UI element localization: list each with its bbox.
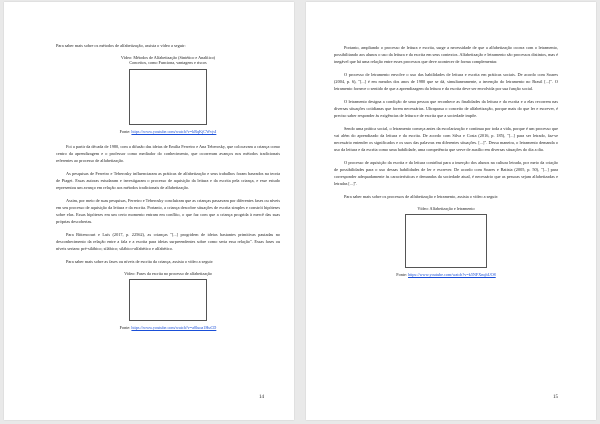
right-page [306, 2, 596, 420]
left-page-content [56, 42, 280, 339]
video-intro: Para saber mais sobre as fases ou níveis de escrita da criança, assista o vídeo a seguir: [66, 258, 214, 264]
video-thumbnail-box[interactable] [129, 279, 207, 321]
page-number: 14 [259, 395, 264, 400]
paragraph: Assim, por meio de suas pesquisas, Ferreiro e Teberosky concluíram que as crianças passavam por diferentes fases ou níveis em seu processo de aquisição da leitura e da escrita. Portanto, a criança descobre situações de escrita simples e constrói hipóteses sobre elas. Essas hipóteses em um certo momento entram em conflito, o que faz com que a criança progrida à mercê das suas próprias descobertas. [56, 197, 280, 224]
paragraph: O processo de letramento envolve o uso das habilidades de leitura e escrita em práticas sociais. De acordo com Soares (2004, p. 6), "[...] é em meados dos anos de 1980 que se dá, simultaneamente, a invenção do letramento no Brasil [...]". O letramento fornece o sentido de que a aprendizagem da leitura e da escrita deve ser envolvida por sua função social. [334, 72, 558, 91]
page-number: 15 [553, 395, 558, 400]
video-source [334, 271, 558, 278]
paragraph: O processo de aquisição da escrita e da leitura contribui para a inserção dos alunos na cultura letrada, por meio da criação de possibilidades para o uso dessas habilidades de ler e escrever. De acordo com Soares e Batista (2005, p. 50), "[...] para corresponder adequadamente às características e demandas da sociedade atual, é necessário que as pessoas sejam alfabetizadas e letradas [...]". [334, 160, 558, 186]
video-link[interactable]: https://www.youtube.com/watch?v=kRqKjCWvjsI [131, 128, 217, 134]
video-source [56, 324, 280, 331]
paragraph: As pesquisas de Ferreiro e Teberosky influenciaram as práticas de alfabetização e seus trabalhos foram baseados na teoria de Piaget. Essas autoras estudaram e investigaram o processo de aquisição da leitura e da escrita pela criança, e esse estudo representou um avanço em relação aos métodos tradicionais de alfabetização. [56, 170, 280, 190]
video-link[interactable]: https://www.youtube.com/watch?v=k5NFXnqhUO8 [408, 272, 496, 278]
source-label: Fonte: [396, 272, 409, 278]
video-thumbnail-box[interactable] [405, 214, 487, 268]
right-page-content [334, 44, 558, 286]
video-subcaption: Conceitos, como Funciona, vantagens e riscos [129, 60, 207, 66]
video-thumbnail-box[interactable] [129, 69, 207, 125]
paragraph: Sendo uma prática social, o letramento começa antes da escolarização e continua por toda a vida, porque é um processo que vai além do aprendizado da leitura e da escrita. De acordo com Silva e Costa (2016, p. 185), "[...] para ser letrado, faz-se necessário entender os significados e os usos das palavras em diferentes situações. [...]". Dessa maneira, o letramento demanda o uso da leitura e da escrita como uma habilidade, uma competência que serve de auxílio em diversas situações do dia a dia. [334, 126, 558, 152]
video-link[interactable]: https://www.youtube.com/watch?v=a0luoa1HuCD [131, 325, 217, 331]
paragraph: O letramento designa a condição de uma pessoa que reconhece as finalidades da leitura e da escrita e a elas recorrem nas diversas situações cotidianas que forem necessárias. Ultrapassa o conceito de alfabetização, porque mais do que ler e escrever, é preciso saber responder às exigências de leitura e de escrita que a sociedade impõe. [334, 99, 558, 118]
video-source [56, 128, 280, 135]
paragraph: Para Bittencourt e Luís (2017, p. 22562), as crianças "[...] progridem de ideias bastantes primitivas pautadas no desconhecimento da relação entre a fala e a escrita para ideias surpreendentes sobre como seria essa relação". Essas fases ou níveis seriam: pré-silábico; silábico; silábico-alfabético e alfabético. [56, 231, 280, 251]
source-label: Fonte: [119, 128, 132, 134]
video-caption: Vídeo: Métodos de Alfabetização (Sintético e Analítico) [120, 55, 216, 60]
paragraph: Portanto, ampliando o processo de leitura e escrita, surge a necessidade de que a alfabetização ocorra com o letramento, possibilitando aos alunos o uso da leitura e da escrita em seus contextos. Alfabetização e letramento são processos distintos, mas é inegável que há uma relação entre esses processos que deve acontecer de forma complementar. [334, 45, 558, 64]
video-caption: Vídeo: Alfabetização e letramento [417, 206, 475, 211]
source-label: Fonte: [119, 325, 132, 331]
video-caption: Vídeo: Fases da escrita no processo de alfabetização [124, 270, 212, 276]
paragraph: Foi a partir da década de 1980, com a difusão das ideias de Emilia Ferreiro e Ana Teberosky, que colocavam a criança como centro da aprendizagem e o professor como mediador do conhecimento, que ocorreram avanços nos métodos tradicionais referentes ao processo de alfabetização. [56, 143, 280, 163]
left-page [4, 2, 294, 420]
video-intro: Para saber mais sobre os processos de alfabetização e letramento, assista o vídeo a seguir: [344, 194, 499, 199]
video-intro: Para saber mais sobre os métodos de alfabetização, assista o vídeo a seguir: [56, 43, 186, 48]
